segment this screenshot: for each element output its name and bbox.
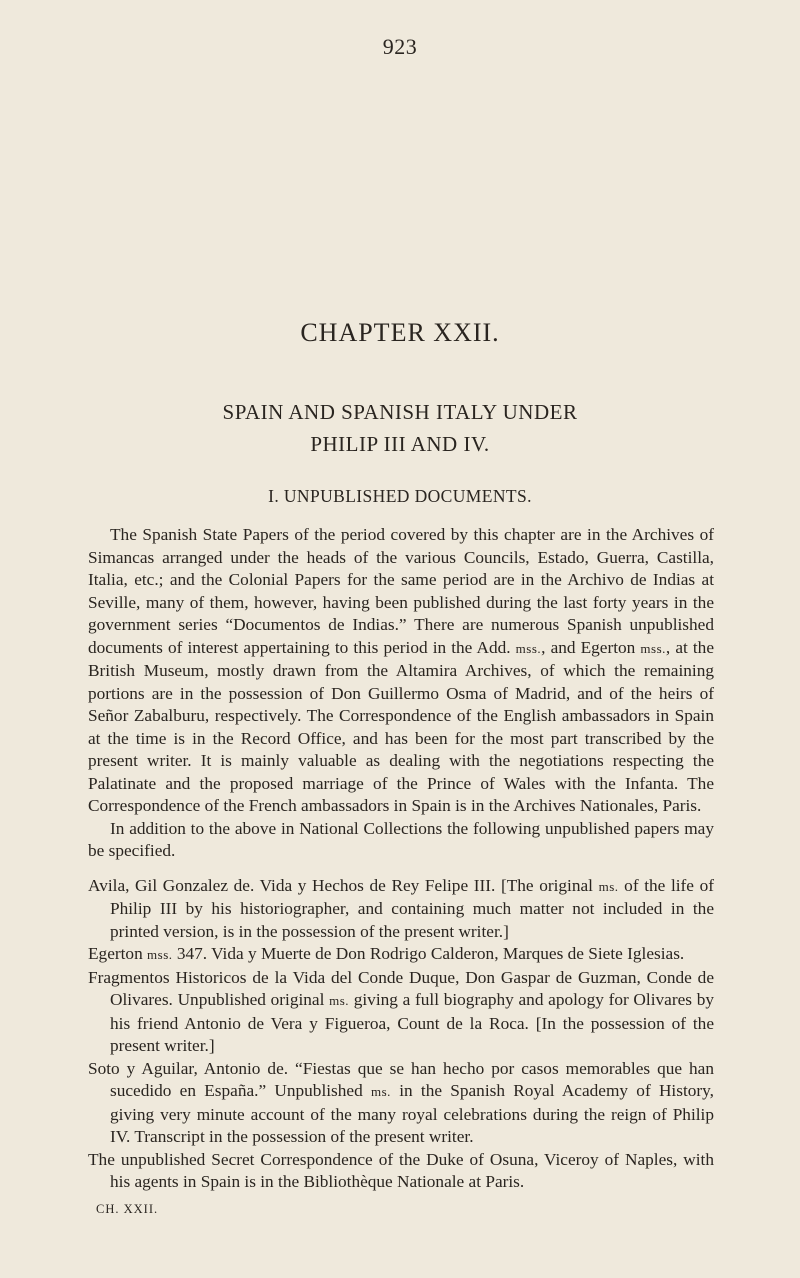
bibliography-entry-osuna: The unpublished Secret Correspondence of the Duke of Osuna, Viceroy of Naples, with his agents in Spain is in the Bibliothèque Nationale at Paris. <box>88 1149 714 1191</box>
text-run: , and Egerton <box>541 637 636 657</box>
small-caps-abbrev: ms. <box>598 878 619 894</box>
small-caps-abbrev: mss. <box>640 640 666 656</box>
text-run: Egerton <box>88 944 143 963</box>
bibliography-entry-egerton <box>88 943 714 967</box>
text-run: 347. Vida y Muerte de Don Rodrigo Calderon, Marques de Siete Iglesias. <box>176 944 685 963</box>
small-caps-abbrev: mss. <box>147 947 173 962</box>
small-caps-abbrev: mss. <box>515 640 542 656</box>
bibliography-entry-avila <box>88 875 714 944</box>
chapter-title-line-2: PHILIP III AND IV. <box>310 432 490 456</box>
subsection-heading: I. UNPUBLISHED DOCUMENTS. <box>268 486 532 506</box>
text-run: Avila, Gil Gonzalez de. Vida y Hechos de Rey Felipe III. [The original <box>88 875 593 895</box>
text-run: The Spanish State Papers of the period covered by this chapter are in the Archives of Simancas arranged under the heads of the various Councils, Estado, Guerra, Castilla, Italia, etc.; and the Colonial Papers for the same period are in the Archivo de Indias at Seville, many of them, however, having been published during the last forty years in the government series “Documentos de Indias.” There are numerous Spanish unpublished documents of interest appertaining to this period in the Add. <box>88 525 714 657</box>
bibliography-entry-fragmentos <box>88 967 714 1058</box>
intro-paragraph <box>88 524 714 818</box>
text-run: , at the British Museum, mostly drawn from the Altamira Archives, of which the remaining portions are in the possession of Don Guillermo Osma of Madrid, and of the heirs of Señor Zabalburu, respectively. The Correspondence of the English ambassadors in Spain at the time is in the Record Office, and has been for the most part transcribed by the present writer. It is mainly valuable as dealing with the negotiations respecting the Palatinate and the proposed marriage of the Prince of Wales with the Infanta. The Correspondence of the French ambassadors in Spain is in the Archives Nationales, Paris. <box>88 637 714 815</box>
text-run: Soto y Aguilar, Antonio de. “Fiestas que se han hecho por casos memorables que han sucedido en España.” Unpublished <box>88 1058 714 1100</box>
footer-chapter-mark: CH. XXII. <box>96 1202 159 1216</box>
bibliography-list <box>88 875 714 1194</box>
body-text <box>88 524 714 1194</box>
text-run: giving a full biography and apology for Olivares by his friend Antonio de Vera y Figueroa, Count de la Roca. [In the possession of the present writer.] <box>110 990 714 1055</box>
small-caps-abbrev: ms. <box>329 993 350 1008</box>
text-run: Fragmentos Historicos de la Vida del Conde Duque, Don Gaspar de Guzman, Conde de Olivares. Unpublished original <box>88 967 714 1009</box>
small-caps-abbrev: ms. <box>371 1084 391 1099</box>
chapter-title-line-1: SPAIN AND SPANISH ITALY UNDER <box>222 400 578 424</box>
bibliography-entry-soto <box>88 1058 714 1149</box>
text-run: of the life of Philip III by his historiographer, and containing much matter not included in the printed version, is in the possession of the present writer.] <box>110 875 714 941</box>
collections-paragraph: In addition to the above in National Collections the following unpublished papers may be specified. <box>88 818 714 860</box>
text-run: in the Spanish Royal Academy of History, giving very minute account of the many royal celebrations during the reign of Philip IV. Transcript in the possession of the present writer. <box>110 1081 714 1146</box>
chapter-heading: CHAPTER XXII. <box>300 318 500 347</box>
page-number: 923 <box>382 34 418 59</box>
